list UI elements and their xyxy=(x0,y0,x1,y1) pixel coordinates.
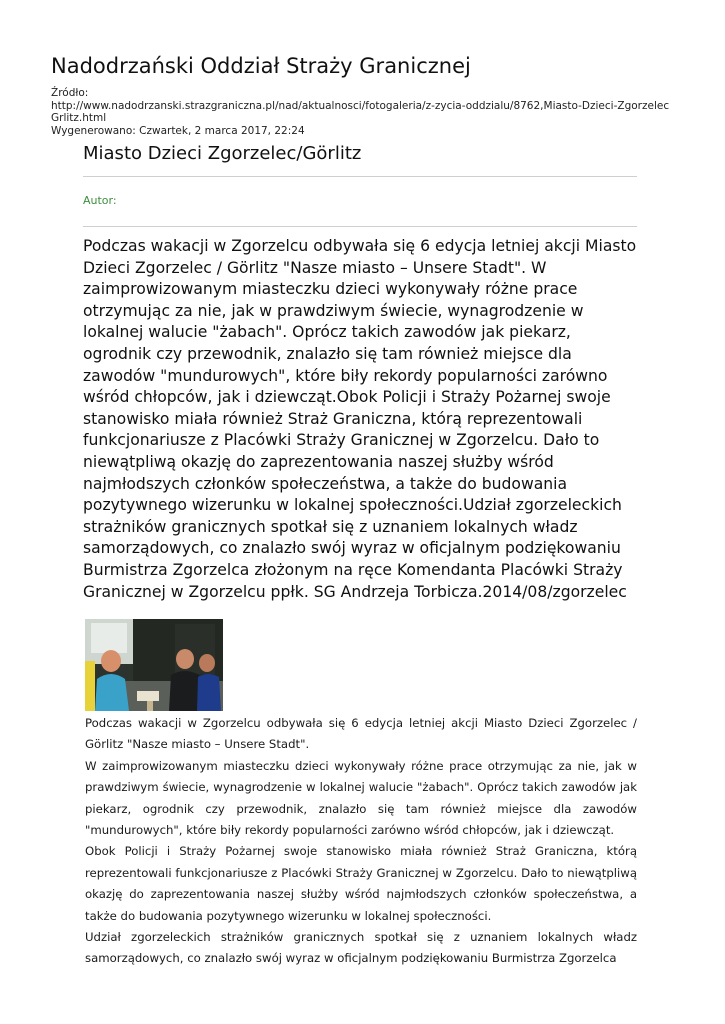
body-paragraph: Obok Policji i Straży Pożarnej swoje stanowisko miała również Straż Graniczna, którą reprezentowali funkcjonariusze z Placówki Straży Granicznej w Zgorzelcu. Dało to niewątpliwą okazję do zaprezentowania naszej służby wśród najmłodszych członków społeczeństwa, a także do budowania pozytywnego wizerunku w lokalnej społeczności. xyxy=(85,844,637,923)
divider-bottom xyxy=(83,226,637,227)
photo-scene xyxy=(85,619,223,711)
body-paragraph: W zaimprowizowanym miasteczku dzieci wykonywały różne prace otrzymując za nie, jak w prawdziwym świecie, wynagrodzenie w lokalnej walucie "żabach". Oprócz takich zawodów jak piekarz, ogrodnik czy przewodnik, znalazło się tam również miejsce dla zawodów "mundurowych", które biły rekordy popularności zarówno wśród chłopców, jak i dziewcząt. xyxy=(85,758,637,838)
body-paragraph: Udział zgorzeleckich strażników granicznych spotkał się z uznaniem lokalnych władz samorządowych, co znalazło swój wyraz w oficjalnym podziękowaniu Burmistrza Zgorzelca xyxy=(85,930,637,966)
author-label: Autor: xyxy=(83,194,117,207)
body-paragraph: Podczas wakacji w Zgorzelcu odbywała się 6 edycja letniej akcji Miasto Dzieci Zgorzelec / Görlitz "Nasze miasto – Unsere Stadt". xyxy=(85,716,637,752)
source-url[interactable]: http://www.nadodrzanski.strazgraniczna.pl/nad/aktualnosci/fotogaleria/z-zycia-oddzialu/8762,Miasto-Dzieci-ZgorzelecGrlitz.html xyxy=(51,99,670,124)
article-title: Miasto Dzieci Zgorzelec/Görlitz xyxy=(83,143,362,164)
source-label: Źródło: xyxy=(51,87,89,99)
site-title: Nadodrzański Oddział Straży Granicznej xyxy=(51,54,471,78)
article-lead: Podczas wakacji w Zgorzelcu odbywała się 6 edycja letniej akcji Miasto Dzieci Zgorzelec / Görlitz "Nasze miasto – Unsere Stadt". W zaimprowizowanym miasteczku dzieci wykonywały różne prace otrzymując za nie, jak w prawdziwym świecie, wynagrodzenie w lokalnej walucie "żabach". Oprócz takich zawodów jak piekarz, ogrodnik czy przewodnik, znalazło się tam również miejsce dla zawodów "mundurowych", które biły rekordy popularności zarówno wśród chłopców, jak i dziewcząt.Obok Policji i Straży Pożarnej swoje stanowisko miała również Straż Graniczna, którą reprezentowali funkcjonariusze z Placówki Straży Granicznej w Zgorzelcu. Dało to niewątpliwą okazję do zaprezentowania naszej służby wśród najmłodszych członków społeczeństwa, a także do budowania pozytywnego wizerunku w lokalnej społeczności.Udział zgorzeleckich strażników granicznych spotkał się z uznaniem lokalnych władz samorządowych, co znalazło swój wyraz w oficjalnym podziękowaniu Burmistrza Zgorzelca złożonym na ręce Komendanta Placówki Straży Granicznej w Zgorzelcu ppłk. SG Andrzeja Torbicza.2014/08/zgorzelec xyxy=(83,237,637,601)
article-photo[interactable] xyxy=(85,619,223,711)
document-meta xyxy=(51,87,676,137)
generated-date: Wygenerowano: Czwartek, 2 marca 2017, 22:24 xyxy=(51,124,305,137)
divider-top xyxy=(83,176,637,177)
article-body xyxy=(85,713,637,970)
